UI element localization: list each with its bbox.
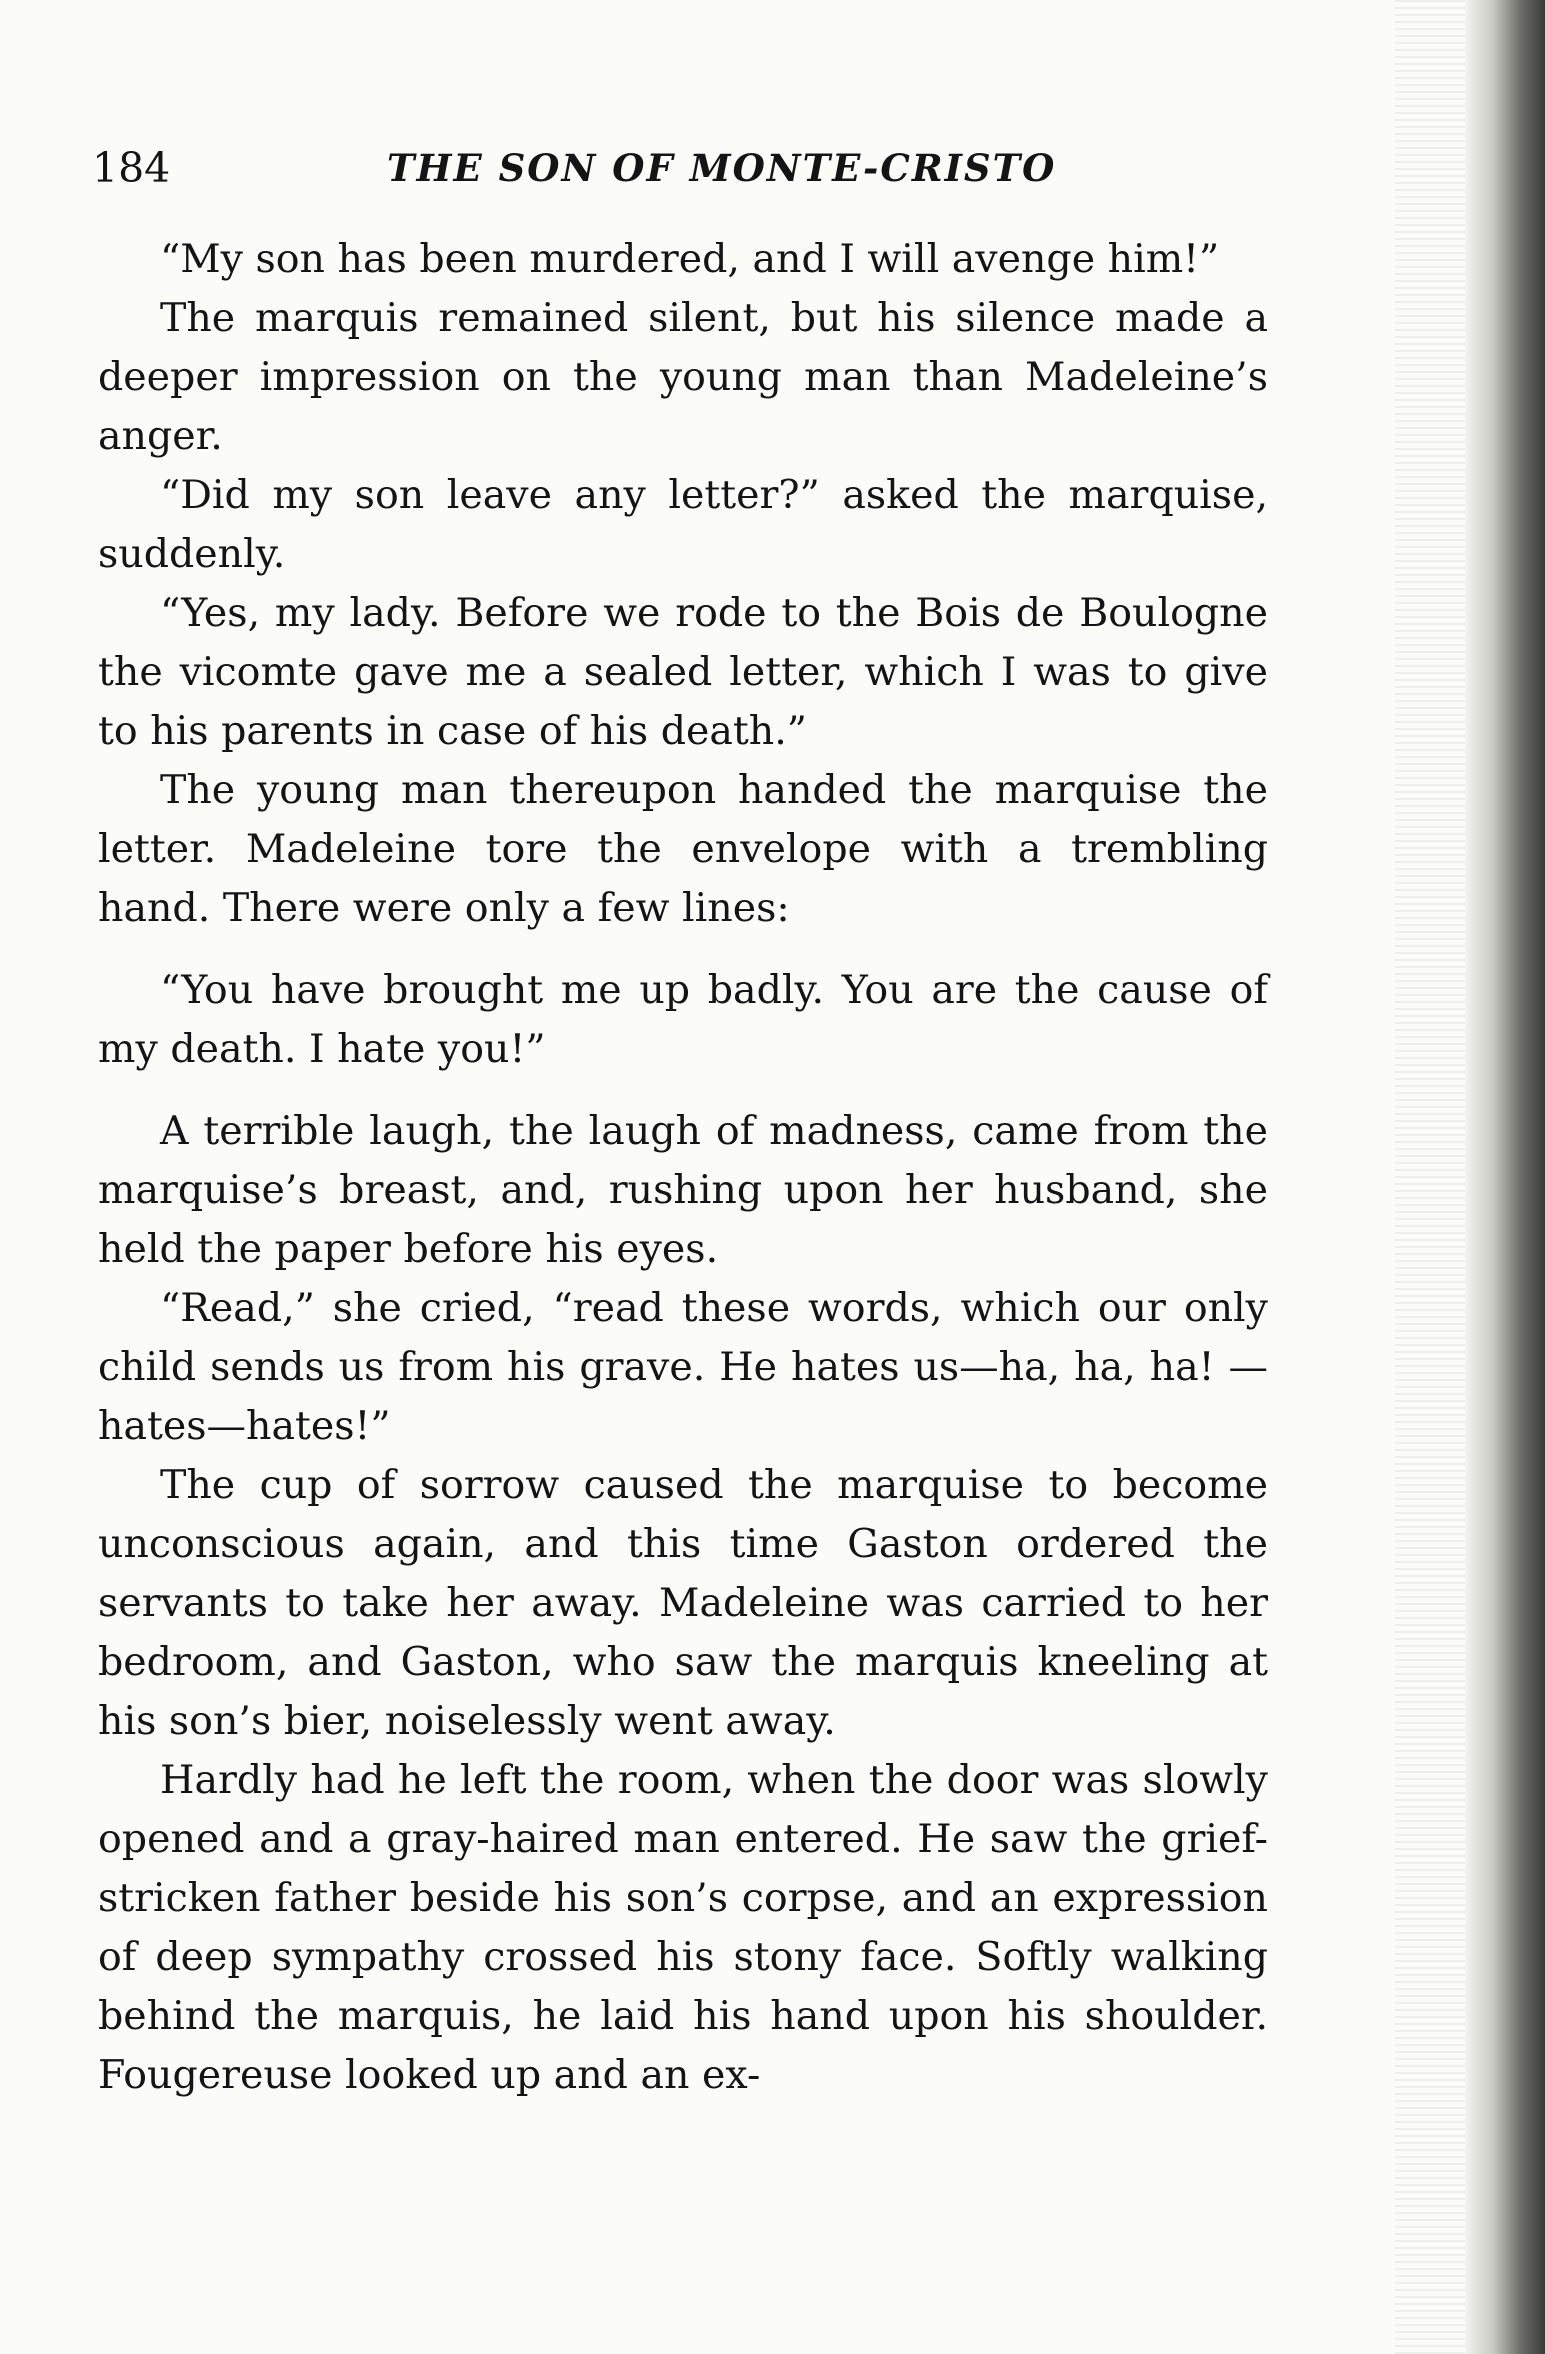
running-title: THE SON OF MONTE-CRISTO [387,146,1057,190]
page-shadow-texture [1395,0,1465,2354]
paragraph: The marquis remained silent, but his silence made a deeper impression on the young man than Madeleine’s anger. [98,295,1268,459]
paragraph: “Read,” she cried, “read these words, which our only child sends us from his grave. He hates us—ha, ha, ha! —hates—hates!” [98,1285,1268,1449]
page-number: 184 [92,144,171,192]
paragraph: Hardly had he left the room, when the door was slowly opened and a gray-haired man entered. He saw the grief-stricken father beside his son’s corpse, and an expression of deep sympathy crossed his stony face. Softly walking behind the marquis, he laid his hand upon his shoulder. Fougereuse looked up and an ex- [98,1757,1268,2098]
page-edge-shadow [1465,0,1545,2354]
paragraph: The cup of sorrow caused the marquise to become unconscious again, and this time Gaston ordered the servants to take her away. Madeleine was carried to her bedroom, and Gaston, who saw the marquis kneeling at his son’s bier, noiselessly went away. [98,1462,1268,1744]
paragraph: “Did my son leave any letter?” asked the marquise, suddenly. [98,472,1268,577]
paragraph: The young man thereupon handed the marquise the letter. Madeleine tore the envelope with a trembling hand. There were only a few lines: [98,767,1268,931]
paragraph: A terrible laugh, the laugh of madness, came from the marquise’s breast, and, rushing upon her husband, she held the paper before his eyes. [98,1108,1268,1272]
paragraph: “Yes, my lady. Before we rode to the Bois de Boulogne the vicomte gave me a sealed letter, which I was to give to his parents in case of his death.” [98,590,1268,754]
body-text [98,230,1268,2105]
quoted-letter: “You have brought me up badly. You are the cause of my death. I hate you!” [98,967,1268,1072]
paragraph: “My son has been murdered, and I will avenge him!” [160,236,1220,282]
page-header [92,138,1292,208]
